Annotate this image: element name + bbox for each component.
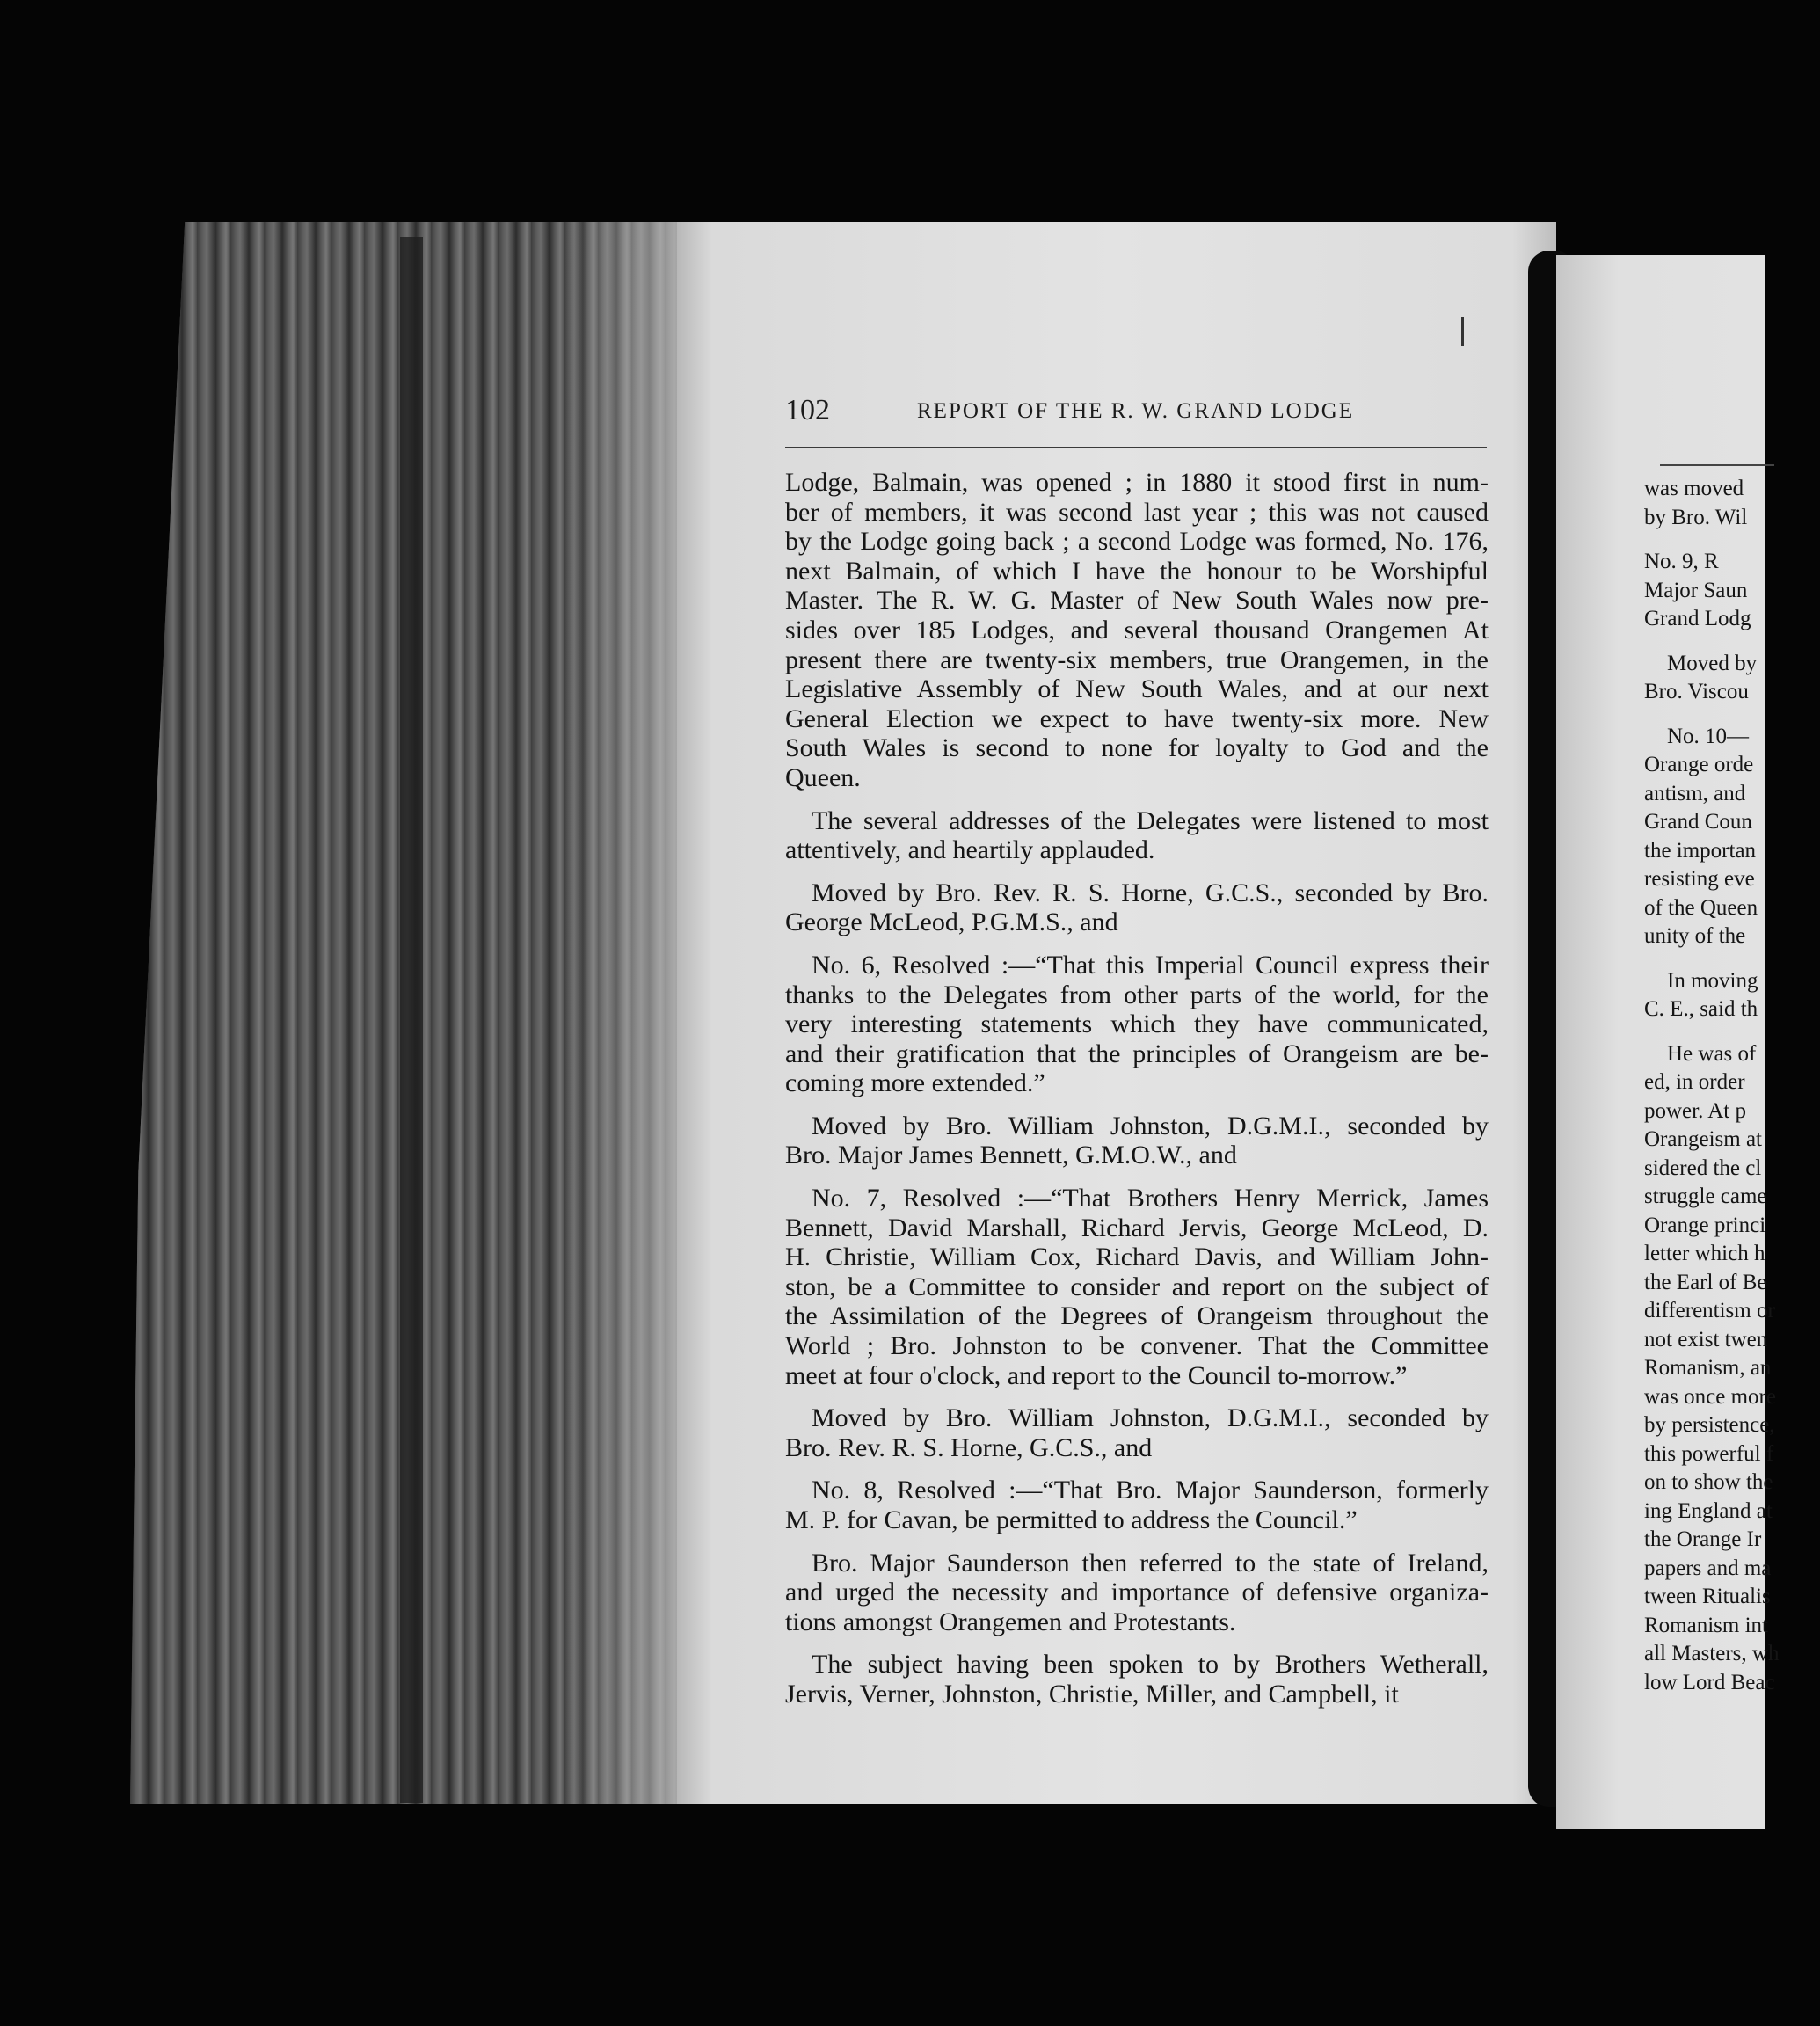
text-line: Bro. Rev. R. S. Horne, G.C.S., and xyxy=(785,1432,1153,1462)
fragment-line: resisting eve xyxy=(1644,867,1755,891)
fragment-line: all Masters, wh xyxy=(1644,1642,1780,1665)
fragment-line: He was of xyxy=(1667,1041,1757,1066)
page-body xyxy=(785,468,1489,1723)
right-page-text xyxy=(1644,475,1820,1697)
page-header xyxy=(785,394,1489,438)
paragraph-gap xyxy=(1644,532,1820,548)
paragraph xyxy=(785,1184,1489,1390)
fragment-line: Romanism, an xyxy=(1644,1356,1772,1380)
paragraph xyxy=(785,1111,1489,1170)
fragment-line: was moved xyxy=(1644,477,1744,500)
text-line: Jervis, Verner, Johnston, Christie, Miller, and Campbell, it xyxy=(785,1679,1399,1709)
text-line: Bro. Major Saunderson then referred to the state of Ireland, xyxy=(812,1548,1489,1578)
page-edge-shadow xyxy=(400,237,423,1803)
paragraph xyxy=(785,468,1489,793)
fragment-line: not exist twen xyxy=(1644,1327,1768,1352)
fragment-line: sidered the cl xyxy=(1644,1155,1762,1180)
fragment-line: Romanism int xyxy=(1644,1613,1768,1637)
fragment-line: by Bro. Wil xyxy=(1644,505,1748,529)
text-line: by the Lodge going back ; a second Lodge was formed, No. 176, xyxy=(785,527,1489,557)
fragment-line: No. 9, R xyxy=(1644,550,1719,573)
fragment-line: the importan xyxy=(1644,838,1757,863)
fragment-line: was once more xyxy=(1644,1384,1776,1409)
fragment-line: the Earl of Be xyxy=(1644,1270,1767,1294)
fragment-line: of the Queen xyxy=(1644,895,1758,920)
paragraph-gap xyxy=(1644,634,1820,650)
text-line: World ; Bro. Johnston to be convener. That the Committee xyxy=(785,1331,1489,1361)
text-line: Moved by Bro. William Johnston, D.G.M.I., seconded by xyxy=(812,1111,1489,1141)
running-head: REPORT OF THE R. W. GRAND LODGE xyxy=(917,399,1355,423)
paragraph-gap xyxy=(1644,707,1820,723)
paragraph xyxy=(785,806,1489,865)
fragment-line: the Orange Ir xyxy=(1644,1527,1762,1551)
paragraph xyxy=(785,951,1489,1098)
page-edge-fade xyxy=(563,222,677,1804)
text-line: No. 6, Resolved :—“That this Imperial Council express their xyxy=(812,950,1489,980)
fragment-line: Moved by xyxy=(1667,651,1758,675)
fragment-line: on to show the xyxy=(1644,1470,1773,1494)
text-line: Moved by Bro. William Johnston, D.G.M.I., seconded by xyxy=(812,1403,1489,1433)
fragment-line: tween Ritualis xyxy=(1644,1585,1771,1608)
fragment-line: ed, in order xyxy=(1644,1070,1745,1094)
text-line: Bro. Major James Bennett, G.M.O.W., and xyxy=(785,1141,1237,1170)
text-line: thanks to the Delegates from other parts of the world, for the xyxy=(785,980,1489,1009)
text-line: General Election we expect to have twenty-six more. New xyxy=(785,703,1489,733)
text-line: and their gratification that the principles of Orangeism are be- xyxy=(785,1039,1489,1068)
fragment-line: Grand Coun xyxy=(1644,810,1752,834)
fragment-line: this powerful f xyxy=(1644,1441,1774,1466)
text-line: Lodge, Balmain, was opened ; in 1880 it stood first in num- xyxy=(785,468,1489,497)
text-line: H. Christie, William Cox, Richard Davis, and William John- xyxy=(785,1243,1489,1272)
page-number: 102 xyxy=(785,394,830,426)
text-line: meet at four o'clock, and report to the Council to-morrow.” xyxy=(785,1360,1408,1390)
fragment-line: C. E., said th xyxy=(1644,997,1758,1021)
fragment-line: differentism or xyxy=(1644,1299,1775,1323)
text-line: No. 7, Resolved :—“That Brothers Henry Merrick, James xyxy=(812,1184,1489,1213)
text-line: sides over 185 Lodges, and several thousand Orangemen At xyxy=(785,615,1489,645)
text-line: the Assimilation of the Degrees of Orangeism throughout the xyxy=(785,1301,1489,1331)
fragment-line: Major Saun xyxy=(1644,578,1748,602)
paragraph xyxy=(785,1476,1489,1534)
text-line: next Balmain, of which I have the honour to be Worshipful xyxy=(785,556,1489,586)
fragment-line: No. 10— xyxy=(1667,724,1750,748)
paragraph xyxy=(785,1650,1489,1709)
paragraph xyxy=(785,878,1489,937)
text-line: Queen. xyxy=(785,762,861,792)
text-line: No. 8, Resolved :—“That Bro. Major Saunderson, formerly xyxy=(812,1476,1489,1505)
fragment-line: Grand Lodg xyxy=(1644,607,1751,630)
text-line: Master. The R. W. G. Master of New South Wales now pre- xyxy=(785,586,1489,616)
text-line: The subject having been spoken to by Brothers Wetherall, xyxy=(812,1650,1489,1680)
fragment-line: Bro. Viscou xyxy=(1644,680,1749,703)
text-line: attentively, and heartily applauded. xyxy=(785,835,1155,865)
right-page-rule xyxy=(1660,464,1774,466)
text-line: M. P. for Cavan, be permitted to address the Council.” xyxy=(785,1505,1358,1534)
paragraph xyxy=(785,1403,1489,1462)
fragment-line: Orange princi xyxy=(1644,1213,1766,1237)
fragment-line: by persistence, xyxy=(1644,1413,1775,1437)
paragraph-gap xyxy=(1644,951,1820,967)
text-line: South Wales is second to none for loyalty to God and the xyxy=(785,733,1489,763)
text-line: very interesting statements which they have communicated, xyxy=(785,1009,1489,1039)
text-line: coming more extended.” xyxy=(785,1068,1045,1098)
text-line: The several addresses of the Delegates were listened to most xyxy=(812,805,1489,835)
paragraph-gap xyxy=(1644,1024,1820,1040)
text-line: Legislative Assembly of New South Wales, and at our next xyxy=(785,674,1489,704)
fragment-line: letter which h xyxy=(1644,1242,1765,1265)
text-line: present there are twenty-six members, true Orangemen, in the xyxy=(785,645,1489,674)
fragment-line: power. At p xyxy=(1644,1098,1746,1123)
fragment-line: Orangeism at xyxy=(1644,1127,1762,1151)
text-line: George McLeod, P.G.M.S., and xyxy=(785,907,1118,937)
paragraph xyxy=(785,1549,1489,1637)
fragment-line: antism, and xyxy=(1644,781,1746,805)
text-line: Bennett, David Marshall, Richard Jervis, George McLeod, D. xyxy=(785,1213,1489,1243)
margin-mark xyxy=(1461,317,1464,346)
text-line: ber of members, it was second last year ; this was not caused xyxy=(785,497,1489,527)
fragment-line: struggle came xyxy=(1644,1184,1767,1208)
fragment-line: papers and ma xyxy=(1644,1556,1772,1580)
fragment-line: In moving xyxy=(1667,968,1758,993)
text-line: and urged the necessity and importance of defensive organiza- xyxy=(785,1578,1489,1607)
fragment-line: ing England at xyxy=(1644,1498,1773,1523)
fragment-line: low Lord Beac xyxy=(1644,1670,1775,1694)
fragment-line: Orange orde xyxy=(1644,753,1754,776)
text-line: Moved by Bro. Rev. R. S. Horne, G.C.S., seconded by Bro. xyxy=(812,878,1489,907)
text-line: ston, be a Committee to consider and report on the subject of xyxy=(785,1272,1489,1301)
text-line: tions amongst Orangemen and Protestants. xyxy=(785,1607,1236,1636)
fragment-line: unity of the xyxy=(1644,924,1746,948)
header-rule xyxy=(785,447,1487,448)
